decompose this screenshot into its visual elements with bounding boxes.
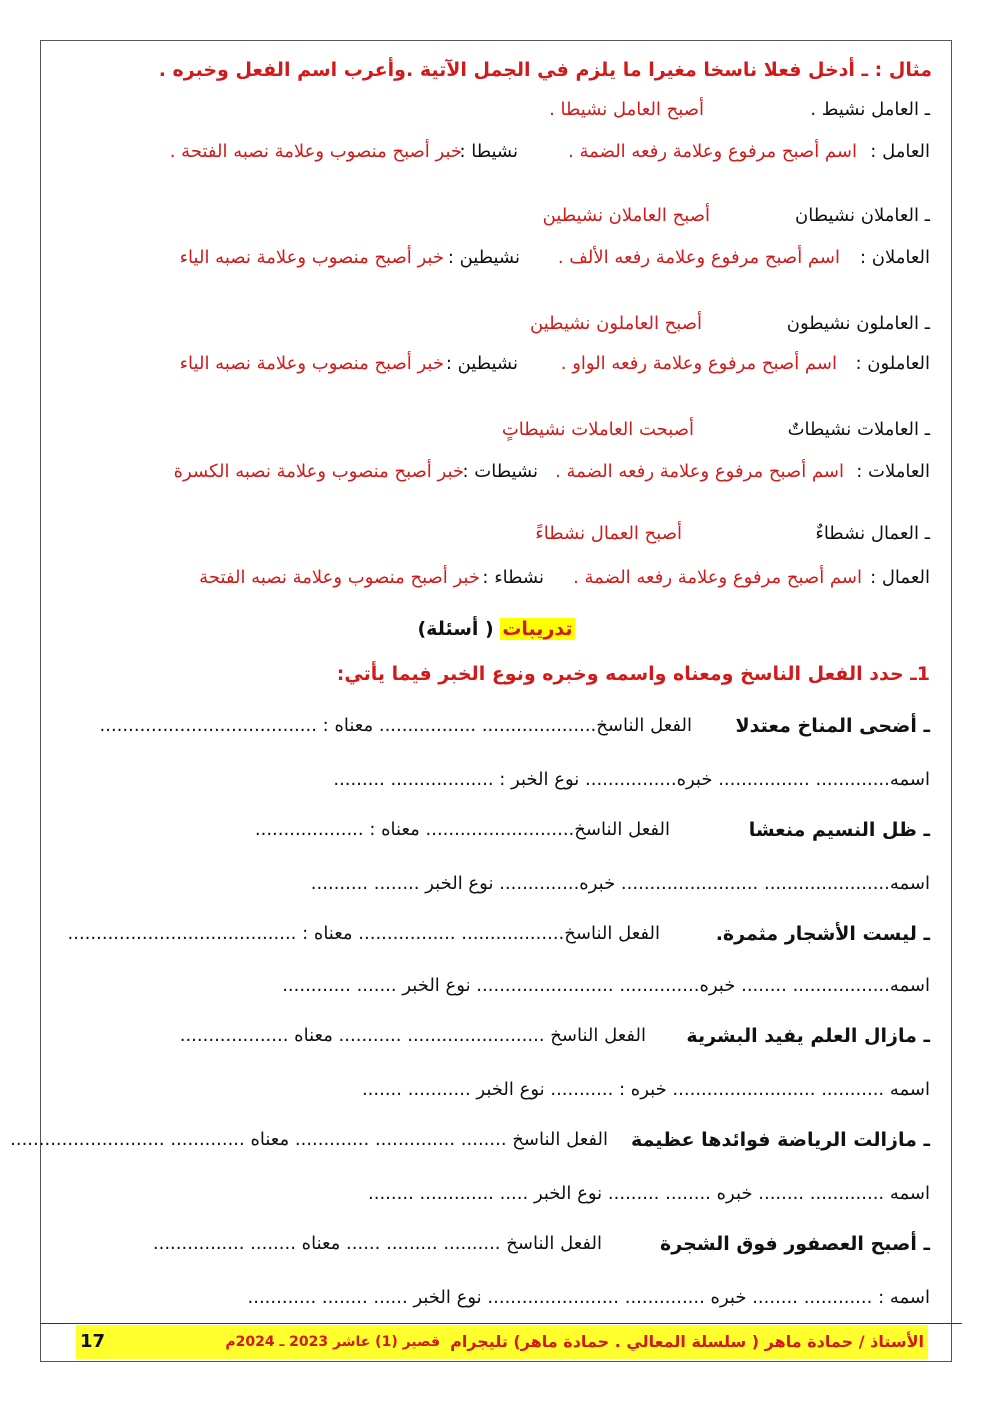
footer-author: الأستاذ / حمادة ماهر ( سلسلة المعالي . حمادة ماهر) تليجرام xyxy=(450,1332,924,1351)
example-khabar: نشطاء : xyxy=(482,567,544,588)
exercises-title: تدريبات xyxy=(502,618,573,640)
example-sentence: ـ العاملون نشيطون xyxy=(786,313,930,334)
exercise-line-verb: الفعل الناسخ ........................ ........... معناه ................... xyxy=(179,1025,646,1046)
example-khabar-i3rab: خبر أصبح منصوب وعلامة نصبه الياء xyxy=(179,247,444,268)
exercise-line-ism: اسمه : ............ ........ خبره .............. ....................... نوع الخبر ...... ........ ............ xyxy=(247,1287,930,1308)
example-ism-i3rab: اسم أصبح مرفوع وعلامة رفعه الألف . xyxy=(557,247,840,268)
example-answer: أصبح العاملان نشيطين xyxy=(542,205,710,226)
footer-bar xyxy=(76,1325,928,1359)
exercise-line-verb: الفعل الناسخ ........ .............. ............. معناه ............. ........................... xyxy=(10,1129,608,1150)
example-sentence: ـ العمال نشطاءٌ xyxy=(815,523,930,544)
example-khabar-i3rab: خبر أصبح منصوب وعلامة نصبه الكسرة xyxy=(173,461,464,482)
exercise-line-ism: اسمه ............. ........ خبره ........ ......... نوع الخبر ..... ............. ........ xyxy=(368,1183,930,1204)
exercise-line-verb: الفعل الناسخ.................. ................. معناه : ........................................ xyxy=(67,923,660,944)
footer-rule xyxy=(40,1323,962,1324)
page-number: 17 xyxy=(80,1331,106,1352)
example-ism: العامل : xyxy=(870,141,930,162)
exercise-line-verb: الفعل الناسخ .......... ......... ...... معناه ........ ................ xyxy=(152,1233,602,1254)
example-answer: أصبح العامل نشيطا . xyxy=(549,99,704,120)
example-answer: أصبحت العاملات نشيطاتٍ xyxy=(501,419,694,440)
example-ism: العاملان : xyxy=(859,247,930,268)
exercise-line-ism: اسمه............. ................ خبره................ نوع الخبر : .................. ......... xyxy=(333,769,930,790)
exercise-line-ism: اسمه................. ........ خبره.............. ........................ نوع الخبر ....... ............ xyxy=(282,975,930,996)
example-khabar-i3rab: خبر أصبح منصوب وعلامة نصبه الياء xyxy=(179,353,444,374)
example-ism: العاملون : xyxy=(855,353,930,374)
exercise-line-verb: الفعل الناسخ.................... ................. معناه : ...................................... xyxy=(99,715,692,736)
example-ism-i3rab: اسم أصبح مرفوع وعلامة رفعه الضمة . xyxy=(573,567,862,588)
example-ism-i3rab: اسم أصبح مرفوع وعلامة رفعه الضمة . xyxy=(568,141,857,162)
example-answer: أصبح العاملون نشيطين xyxy=(530,313,702,334)
example-khabar: نشيطا : xyxy=(459,141,518,162)
exercise-line-ism: اسمه...................... ........................ خبره.............. نوع الخبر ........ .......... xyxy=(310,873,930,894)
exercise-sentence: ـ مازالت الرياضة فوائدها عظيمة xyxy=(631,1129,930,1151)
exercise-sentence: ـ ظل النسيم منعشا xyxy=(748,819,930,841)
exercise-sentence: ـ أضحى المناخ معتدلا xyxy=(735,715,930,737)
exercise-sentence: ـ مازال العلم يفيد البشرية xyxy=(686,1025,930,1047)
exercise-sentence: ـ ليست الأشجار مثمرة. xyxy=(715,923,930,945)
exercises-heading xyxy=(0,618,992,640)
exercises-subtitle: ( أسئلة) xyxy=(417,618,494,640)
example-khabar-i3rab: خبر أصبح منصوب وعلامة نصبه الفتحة xyxy=(199,567,480,588)
example-sentence: ـ العاملان نشيطان xyxy=(795,205,930,226)
footer-term: قصير (1) عاشر 2023 ـ 2024م xyxy=(225,1334,440,1350)
example-khabar: نشيطين : xyxy=(445,353,518,374)
example-ism: العاملات : xyxy=(856,461,930,482)
exercise-question: 1ـ حدد الفعل الناسخ ومعناه واسمه وخبره ونوع الخبر فيما يأتي: xyxy=(336,663,930,685)
example-answer: أصبح العمال نشطاءً xyxy=(535,523,682,544)
example-khabar: نشيطات : xyxy=(462,461,538,482)
exercise-line-verb: الفعل الناسخ.......................... معناه : ................... xyxy=(254,819,670,840)
example-sentence: ـ العامل نشيط . xyxy=(810,99,930,120)
exercise-sentence: ـ أصبح العصفور فوق الشجرة xyxy=(660,1233,930,1255)
example-ism: العمال : xyxy=(870,567,930,588)
example-ism-i3rab: اسم أصبح مرفوع وعلامة رفعه الضمة . xyxy=(555,461,844,482)
exercise-line-ism: اسمه ........... ......................... خبره : ........... نوع الخبر ........... ....... xyxy=(361,1079,930,1100)
example-khabar: نشيطين : xyxy=(447,247,520,268)
example-ism-i3rab: اسم أصبح مرفوع وعلامة رفعه الواو . xyxy=(560,353,837,374)
page-border xyxy=(40,40,952,1362)
example-khabar-i3rab: خبر أصبح منصوب وعلامة نصبه الفتحة . xyxy=(169,141,462,162)
example-instruction: مثال : ـ أدخل فعلا ناسخا مغيرا ما يلزم في الجمل الآتية .وأعرب اسم الفعل وخبره . xyxy=(158,59,932,81)
example-sentence: ـ العاملات نشيطاتٌ xyxy=(787,419,930,440)
